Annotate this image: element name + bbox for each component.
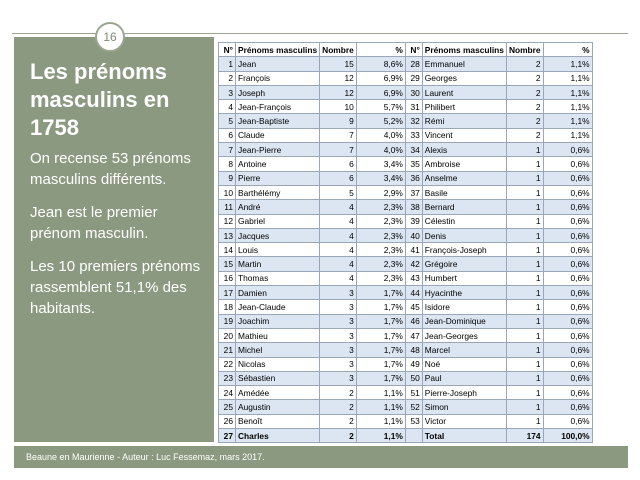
cell-num: 18 xyxy=(219,300,236,314)
cell-pct: 1,1% xyxy=(543,114,592,128)
cell-name: Georges xyxy=(422,71,506,85)
cell-name: Jean-Georges xyxy=(422,328,506,342)
cell-pct: 2,3% xyxy=(356,200,405,214)
cell-name: Emmanuel xyxy=(422,57,506,71)
cell-name: Claude xyxy=(236,128,320,142)
cell-pct: 1,1% xyxy=(543,71,592,85)
cell-pct: 0,6% xyxy=(543,157,592,171)
cell-count: 2 xyxy=(320,386,357,400)
table-row xyxy=(219,357,593,371)
cell-count: 4 xyxy=(320,243,357,257)
cell-pct: 4,0% xyxy=(356,128,405,142)
table-row xyxy=(219,257,593,271)
cell-num: 43 xyxy=(405,271,422,285)
cell-count: 3 xyxy=(320,328,357,342)
cell-num: 24 xyxy=(219,386,236,400)
cell-num: 48 xyxy=(405,343,422,357)
cell-count: 6 xyxy=(320,157,357,171)
cell-count: 12 xyxy=(320,71,357,85)
cell-pct: 6,9% xyxy=(356,71,405,85)
cell-count: 1 xyxy=(506,228,543,242)
cell-num: 3 xyxy=(219,85,236,99)
cell-pct: 0,6% xyxy=(543,371,592,385)
cell-count: 9 xyxy=(320,114,357,128)
table-row xyxy=(219,271,593,285)
cell-name: Bernard xyxy=(422,200,506,214)
cell-num: 23 xyxy=(219,371,236,385)
cell-name: Pierre xyxy=(236,171,320,185)
cell-count: 1 xyxy=(506,243,543,257)
cell-count: 7 xyxy=(320,128,357,142)
table-body xyxy=(219,57,593,443)
cell-num: 9 xyxy=(219,171,236,185)
table-row xyxy=(219,214,593,228)
cell-num: 2 xyxy=(219,71,236,85)
cell-count: 1 xyxy=(506,257,543,271)
cell-count: 3 xyxy=(320,371,357,385)
cell-name: Joachim xyxy=(236,314,320,328)
cell-pct: 1,1% xyxy=(356,400,405,414)
table-row xyxy=(219,243,593,257)
cell-name: Vincent xyxy=(422,128,506,142)
cell-pct: 0,6% xyxy=(543,357,592,371)
cell-pct: 3,4% xyxy=(356,171,405,185)
cell-pct: 1,1% xyxy=(543,100,592,114)
cell-num: 36 xyxy=(405,171,422,185)
table-row xyxy=(219,314,593,328)
cell-count: 3 xyxy=(320,343,357,357)
cell-pct: 1,7% xyxy=(356,328,405,342)
cell-count: 2 xyxy=(506,100,543,114)
slide-number-badge: 16 xyxy=(95,22,125,52)
cell-name: Jacques xyxy=(236,228,320,242)
cell-pct: 0,6% xyxy=(543,343,592,357)
cell-name: Total xyxy=(422,429,506,443)
cell-pct: 0,6% xyxy=(543,171,592,185)
cell-count: 3 xyxy=(320,357,357,371)
cell-num: 14 xyxy=(219,243,236,257)
cell-count: 174 xyxy=(506,429,543,443)
cell-count: 4 xyxy=(320,200,357,214)
cell-num: 40 xyxy=(405,228,422,242)
header-num: N° xyxy=(219,43,236,57)
cell-pct: 2,3% xyxy=(356,271,405,285)
table-row xyxy=(219,286,593,300)
cell-count: 1 xyxy=(506,386,543,400)
cell-count: 1 xyxy=(506,286,543,300)
cell-count: 1 xyxy=(506,157,543,171)
cell-pct: 1,1% xyxy=(543,85,592,99)
table-row xyxy=(219,114,593,128)
cell-pct: 0,6% xyxy=(543,286,592,300)
table-row xyxy=(219,386,593,400)
cell-count: 7 xyxy=(320,143,357,157)
cell-pct: 0,6% xyxy=(543,314,592,328)
header-name: Prénoms masculins xyxy=(422,43,506,57)
cell-num: 12 xyxy=(219,214,236,228)
cell-num: 16 xyxy=(219,271,236,285)
cell-num: 50 xyxy=(405,371,422,385)
cell-count: 15 xyxy=(320,57,357,71)
cell-name: Noé xyxy=(422,357,506,371)
cell-num: 22 xyxy=(219,357,236,371)
cell-name: Antoine xyxy=(236,157,320,171)
cell-count: 2 xyxy=(506,128,543,142)
slide-title: Les prénoms masculins en 1758 xyxy=(30,59,170,140)
cell-name: Rémi xyxy=(422,114,506,128)
cell-pct: 1,1% xyxy=(543,128,592,142)
cell-num: 44 xyxy=(405,286,422,300)
cell-num: 19 xyxy=(219,314,236,328)
cell-count: 5 xyxy=(320,185,357,199)
cell-name: Jean-Baptiste xyxy=(236,114,320,128)
cell-count: 1 xyxy=(506,414,543,428)
cell-num: 28 xyxy=(405,57,422,71)
cell-count: 1 xyxy=(506,357,543,371)
cell-name: Isidore xyxy=(422,300,506,314)
cell-pct: 0,6% xyxy=(543,386,592,400)
cell-count: 1 xyxy=(506,300,543,314)
cell-pct: 0,6% xyxy=(543,400,592,414)
cell-num: 5 xyxy=(219,114,236,128)
cell-count: 2 xyxy=(320,400,357,414)
cell-count: 2 xyxy=(506,114,543,128)
cell-pct: 1,7% xyxy=(356,343,405,357)
cell-pct: 100,0% xyxy=(543,429,592,443)
cell-pct: 2,3% xyxy=(356,257,405,271)
cell-pct: 0,6% xyxy=(543,257,592,271)
cell-pct: 1,7% xyxy=(356,314,405,328)
cell-name: Pierre-Joseph xyxy=(422,386,506,400)
cell-count: 1 xyxy=(506,185,543,199)
cell-pct: 4,0% xyxy=(356,143,405,157)
cell-name: Grégoire xyxy=(422,257,506,271)
cell-pct: 1,1% xyxy=(543,57,592,71)
bullet-item: On recense 53 prénoms masculins différents. xyxy=(30,150,191,188)
cell-count: 12 xyxy=(320,85,357,99)
cell-name: Gabriel xyxy=(236,214,320,228)
cell-count: 4 xyxy=(320,214,357,228)
cell-count: 10 xyxy=(320,100,357,114)
table-row xyxy=(219,185,593,199)
cell-pct: 2,3% xyxy=(356,228,405,242)
cell-num: 8 xyxy=(219,157,236,171)
cell-num: 37 xyxy=(405,185,422,199)
cell-count: 1 xyxy=(506,371,543,385)
cell-num: 7 xyxy=(219,143,236,157)
cell-num: 29 xyxy=(405,71,422,85)
table-row xyxy=(219,128,593,142)
cell-num: 45 xyxy=(405,300,422,314)
cell-name: Augustin xyxy=(236,400,320,414)
cell-count: 3 xyxy=(320,314,357,328)
cell-pct: 2,3% xyxy=(356,243,405,257)
table-row xyxy=(219,200,593,214)
names-table xyxy=(218,42,593,443)
cell-num: 52 xyxy=(405,400,422,414)
cell-count: 4 xyxy=(320,228,357,242)
table-row xyxy=(219,414,593,428)
table-row xyxy=(219,400,593,414)
cell-num: 41 xyxy=(405,243,422,257)
cell-num: 38 xyxy=(405,200,422,214)
cell-num: 10 xyxy=(219,185,236,199)
cell-num: 31 xyxy=(405,100,422,114)
cell-name: Benoît xyxy=(236,414,320,428)
bullet-list xyxy=(30,148,208,331)
cell-num: 11 xyxy=(219,200,236,214)
cell-num: 21 xyxy=(219,343,236,357)
cell-num: 42 xyxy=(405,257,422,271)
cell-num: 32 xyxy=(405,114,422,128)
cell-count: 4 xyxy=(320,271,357,285)
cell-pct: 1,7% xyxy=(356,300,405,314)
table-row xyxy=(219,228,593,242)
cell-pct: 0,6% xyxy=(543,243,592,257)
cell-num: 4 xyxy=(219,100,236,114)
cell-pct: 1,7% xyxy=(356,286,405,300)
cell-pct: 0,6% xyxy=(543,185,592,199)
cell-pct: 0,6% xyxy=(543,300,592,314)
names-table-container xyxy=(218,42,622,443)
header-name: Prénoms masculins xyxy=(236,43,320,57)
cell-count: 1 xyxy=(506,328,543,342)
cell-count: 2 xyxy=(320,429,357,443)
cell-num: 46 xyxy=(405,314,422,328)
cell-pct: 0,6% xyxy=(543,214,592,228)
cell-name: Hyacinthe xyxy=(422,286,506,300)
bullet-item: Jean est le premier prénom masculin. xyxy=(30,204,158,242)
cell-name: Jean-François xyxy=(236,100,320,114)
cell-name: Marcel xyxy=(422,343,506,357)
cell-name: Nicolas xyxy=(236,357,320,371)
cell-count: 2 xyxy=(320,414,357,428)
cell-name: Ambroise xyxy=(422,157,506,171)
cell-num: 33 xyxy=(405,128,422,142)
cell-num: 39 xyxy=(405,214,422,228)
table-row xyxy=(219,371,593,385)
footer-text: Beaune en Maurienne - Auteur : Luc Fessemaz, mars 2017. xyxy=(26,452,265,462)
cell-count: 2 xyxy=(506,71,543,85)
table-row xyxy=(219,85,593,99)
table-row xyxy=(219,343,593,357)
cell-pct: 6,9% xyxy=(356,85,405,99)
cell-pct: 1,7% xyxy=(356,357,405,371)
cell-pct: 0,6% xyxy=(543,328,592,342)
cell-count: 2 xyxy=(506,85,543,99)
cell-pct: 1,1% xyxy=(356,386,405,400)
cell-pct: 8,6% xyxy=(356,57,405,71)
cell-name: Victor xyxy=(422,414,506,428)
cell-name: Sébastien xyxy=(236,371,320,385)
cell-pct: 2,9% xyxy=(356,185,405,199)
cell-name: Philibert xyxy=(422,100,506,114)
cell-num: 6 xyxy=(219,128,236,142)
cell-count: 3 xyxy=(320,286,357,300)
cell-count: 6 xyxy=(320,171,357,185)
table-header-row xyxy=(219,43,593,57)
cell-num: 26 xyxy=(219,414,236,428)
bullet-item: Les 10 premiers prénoms rassemblent 51,1% des habitants. xyxy=(30,258,201,317)
cell-name: Alexis xyxy=(422,143,506,157)
cell-name: André xyxy=(236,200,320,214)
cell-pct: 5,2% xyxy=(356,114,405,128)
cell-name: Basile xyxy=(422,185,506,199)
table-row xyxy=(219,429,593,443)
cell-count: 1 xyxy=(506,200,543,214)
cell-name: Charles xyxy=(236,429,320,443)
cell-pct: 5,7% xyxy=(356,100,405,114)
header-pct: % xyxy=(356,43,405,57)
cell-name: Louis xyxy=(236,243,320,257)
cell-pct: 3,4% xyxy=(356,157,405,171)
cell-name: Jean xyxy=(236,57,320,71)
cell-count: 1 xyxy=(506,214,543,228)
cell-name: François xyxy=(236,71,320,85)
cell-pct: 1,7% xyxy=(356,371,405,385)
cell-name: Anselme xyxy=(422,171,506,185)
table-row xyxy=(219,71,593,85)
cell-num: 30 xyxy=(405,85,422,99)
table-row xyxy=(219,171,593,185)
cell-name: Barthélémy xyxy=(236,185,320,199)
table-row xyxy=(219,328,593,342)
cell-count: 1 xyxy=(506,343,543,357)
cell-num: 34 xyxy=(405,143,422,157)
cell-name: Amédée xyxy=(236,386,320,400)
cell-name: Joseph xyxy=(236,85,320,99)
table-row xyxy=(219,57,593,71)
cell-num: 51 xyxy=(405,386,422,400)
cell-pct: 0,6% xyxy=(543,414,592,428)
cell-name: Denis xyxy=(422,228,506,242)
cell-num: 35 xyxy=(405,157,422,171)
cell-num: 17 xyxy=(219,286,236,300)
footer-bar xyxy=(14,446,628,468)
cell-num: 53 xyxy=(405,414,422,428)
cell-pct: 2,3% xyxy=(356,214,405,228)
cell-name: Humbert xyxy=(422,271,506,285)
cell-pct: 1,1% xyxy=(356,429,405,443)
cell-num: 13 xyxy=(219,228,236,242)
cell-num: 20 xyxy=(219,328,236,342)
cell-name: Jean-Dominique xyxy=(422,314,506,328)
cell-name: François-Joseph xyxy=(422,243,506,257)
cell-count: 1 xyxy=(506,271,543,285)
header-count: Nombre xyxy=(506,43,543,57)
cell-pct: 0,6% xyxy=(543,200,592,214)
cell-count: 4 xyxy=(320,257,357,271)
cell-num: 15 xyxy=(219,257,236,271)
table-row xyxy=(219,157,593,171)
cell-num: 27 xyxy=(219,429,236,443)
cell-num: 25 xyxy=(219,400,236,414)
cell-name: Laurent xyxy=(422,85,506,99)
cell-name: Michel xyxy=(236,343,320,357)
cell-name: Célestin xyxy=(422,214,506,228)
cell-num xyxy=(405,429,422,443)
cell-name: Jean-Claude xyxy=(236,300,320,314)
table-row xyxy=(219,143,593,157)
cell-num: 49 xyxy=(405,357,422,371)
cell-pct: 0,6% xyxy=(543,271,592,285)
cell-count: 1 xyxy=(506,400,543,414)
cell-name: Jean-Pierre xyxy=(236,143,320,157)
header-pct: % xyxy=(543,43,592,57)
table-row xyxy=(219,300,593,314)
cell-name: Paul xyxy=(422,371,506,385)
cell-count: 1 xyxy=(506,143,543,157)
header-count: Nombre xyxy=(320,43,357,57)
cell-count: 3 xyxy=(320,300,357,314)
cell-name: Simon xyxy=(422,400,506,414)
cell-count: 2 xyxy=(506,57,543,71)
cell-pct: 1,1% xyxy=(356,414,405,428)
cell-name: Damien xyxy=(236,286,320,300)
header-num: N° xyxy=(405,43,422,57)
cell-count: 1 xyxy=(506,314,543,328)
cell-name: Thomas xyxy=(236,271,320,285)
table-row xyxy=(219,100,593,114)
cell-pct: 0,6% xyxy=(543,228,592,242)
cell-pct: 0,6% xyxy=(543,143,592,157)
cell-name: Martin xyxy=(236,257,320,271)
cell-count: 1 xyxy=(506,171,543,185)
cell-num: 47 xyxy=(405,328,422,342)
cell-num: 1 xyxy=(219,57,236,71)
cell-name: Mathieu xyxy=(236,328,320,342)
